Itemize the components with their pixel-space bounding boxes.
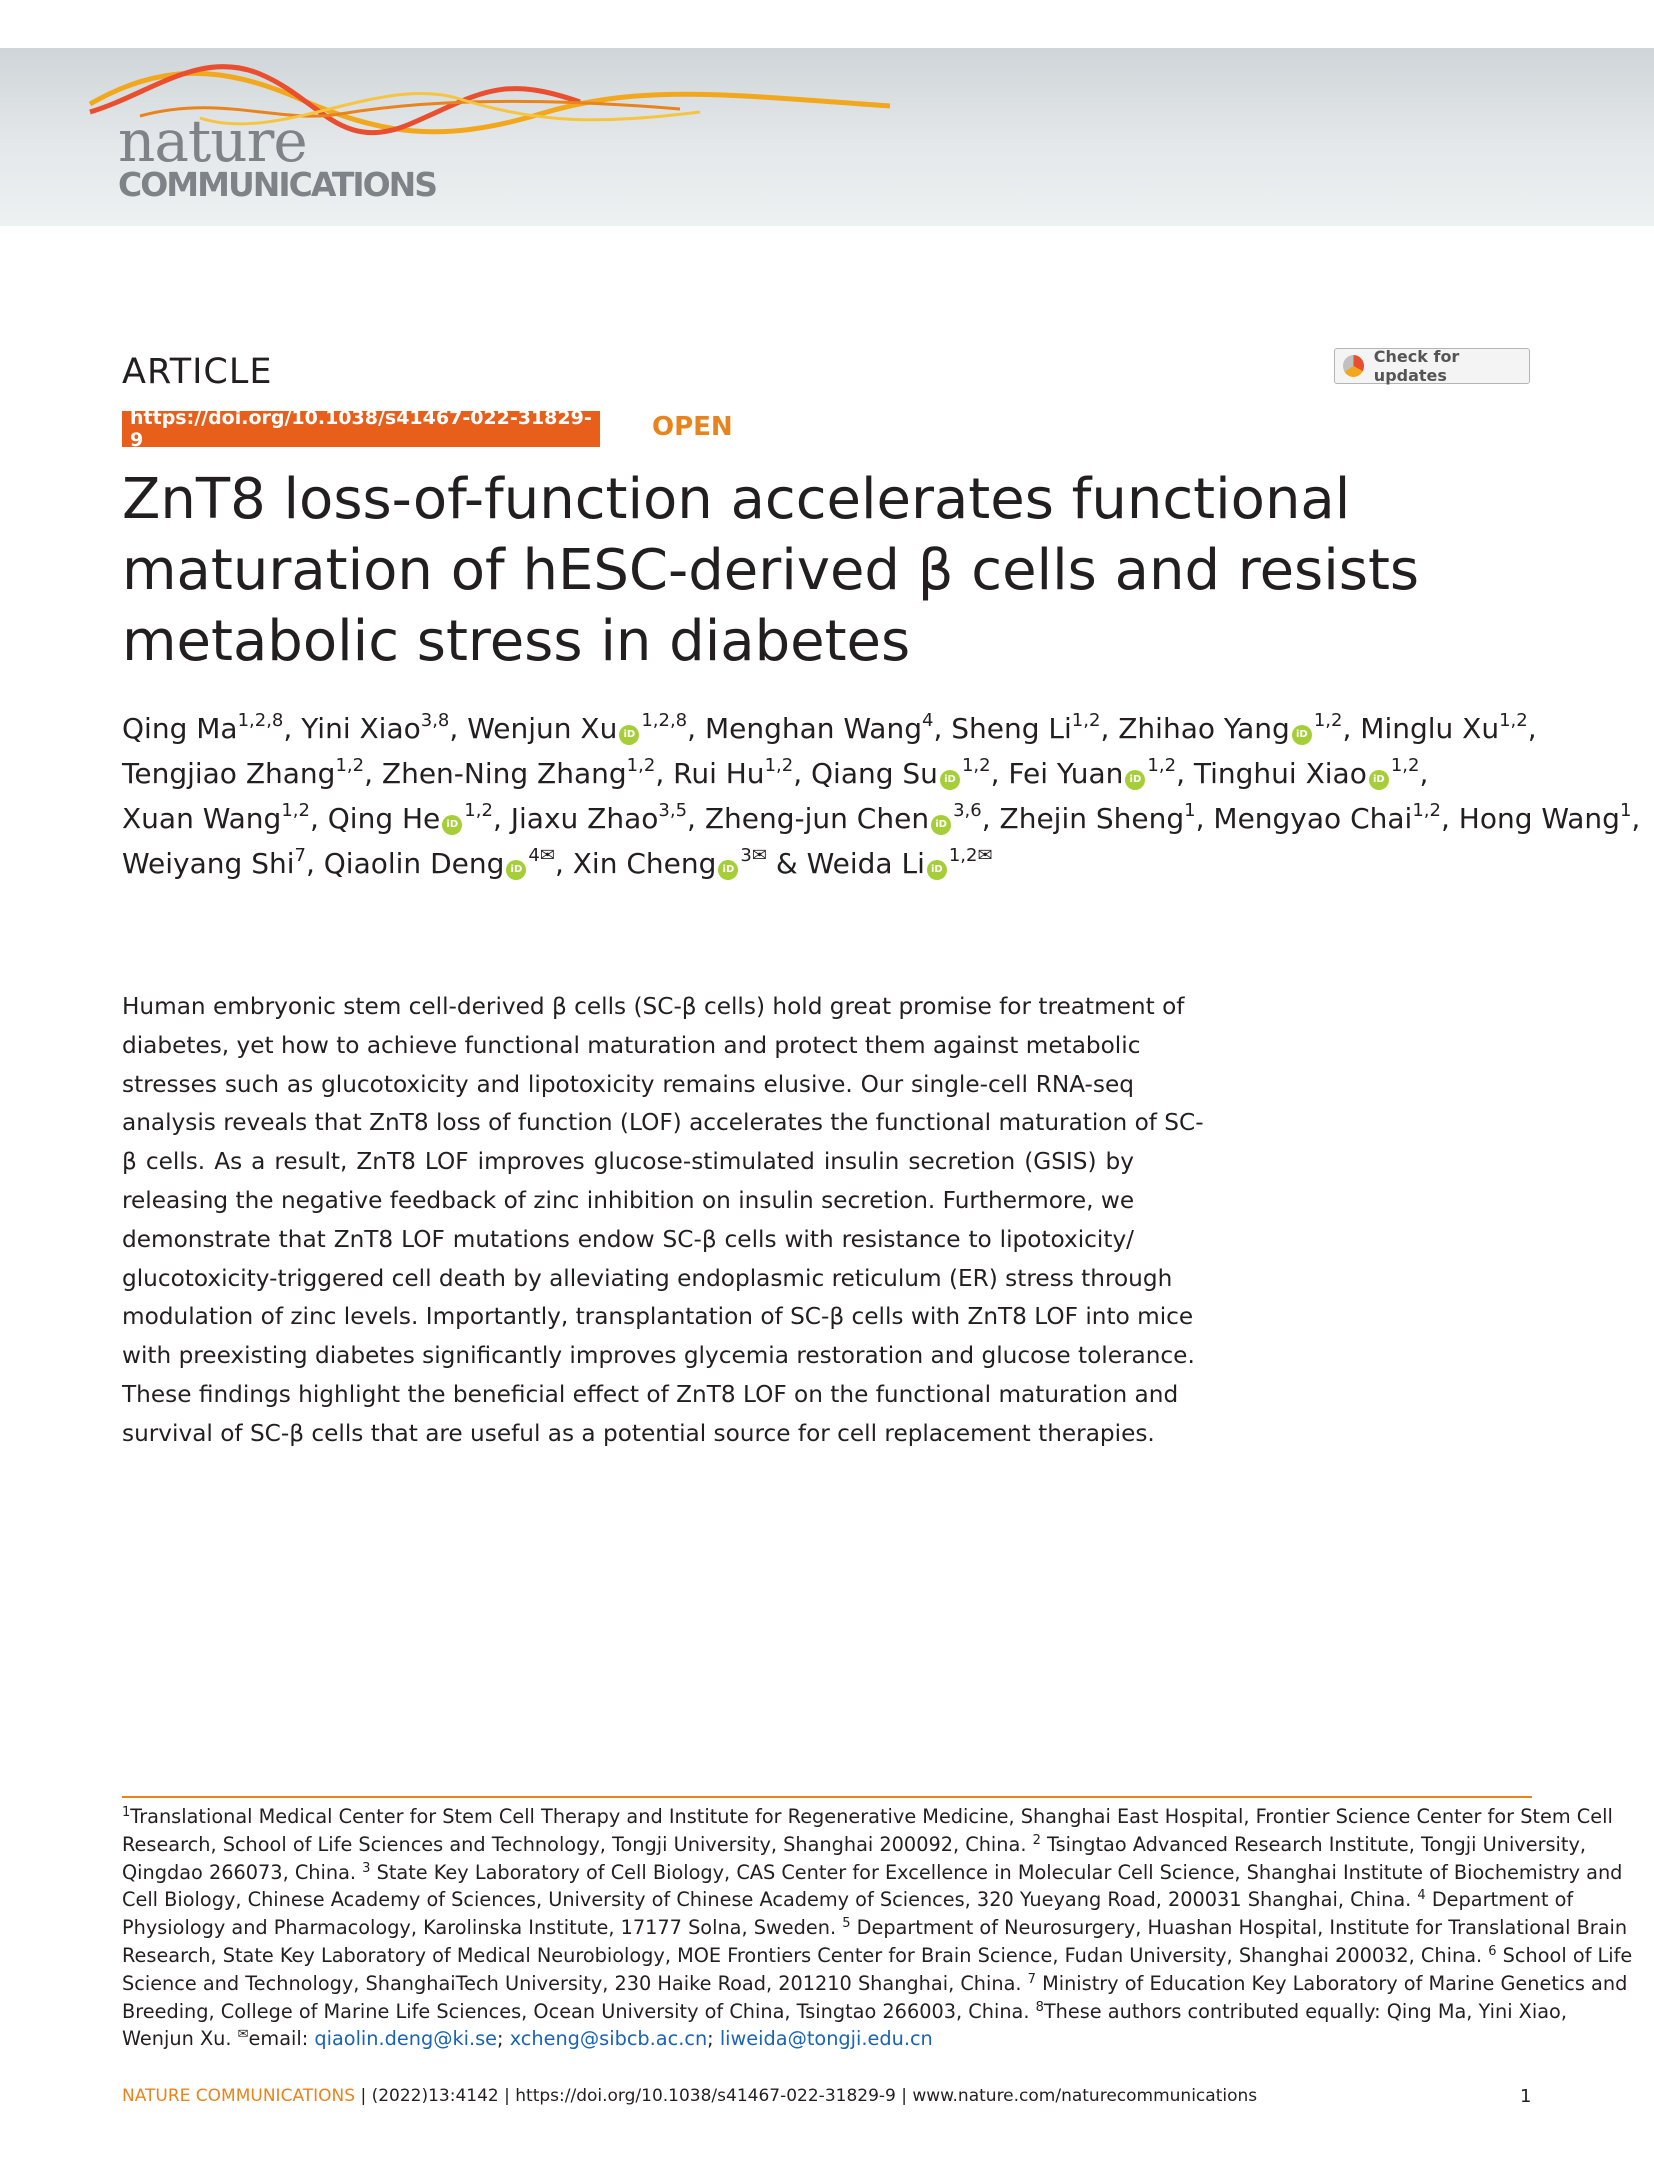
footer-citation: | (2022)13:4142 | https://doi.org/10.1038/s41467-022-31829-9 | www.nature.com/naturecommunications xyxy=(355,2086,1258,2106)
crossmark-icon xyxy=(1343,355,1364,377)
page-footer xyxy=(122,2086,1532,2106)
author-affiliation-marker: 1,2 xyxy=(335,755,365,776)
author-affiliation-marker: 1,2 xyxy=(764,755,794,776)
logo-nature-text: nature xyxy=(118,107,307,175)
affiliation-number: 2 xyxy=(1032,1832,1041,1848)
abstract-line: diabetes, yet how to achieve functional maturation and protect them against metabolic xyxy=(122,1031,1141,1059)
affiliation-line xyxy=(122,1886,1574,1914)
author-name: Jiaxu Zhao xyxy=(510,802,659,835)
journal-masthead xyxy=(0,48,1654,226)
author-name: Mengyao Chai xyxy=(1213,802,1413,835)
author-name: Zhejin Sheng xyxy=(999,802,1185,835)
affiliation-text: Science and Technology, ShanghaiTech University, 230 Haike Road, 201210 Shanghai, China. xyxy=(122,1971,1028,1995)
abstract-line: releasing the negative feedback of zinc inhibition on insulin secretion. Furthermore, we xyxy=(122,1186,1135,1214)
author-name: Rui Hu xyxy=(673,757,765,790)
abstract-line: These findings highlight the beneficial effect of ZnT8 LOF on the functional maturation and xyxy=(122,1380,1179,1408)
logo-communications-text: COMMUNICATIONS xyxy=(118,165,437,204)
author-affiliation-marker: 3,8 xyxy=(420,710,450,731)
author-affiliation-marker: 1,2 xyxy=(1071,710,1101,731)
email-link[interactable]: liweida@tongji.edu.cn xyxy=(719,2027,933,2051)
check-for-updates-button[interactable] xyxy=(1334,348,1530,384)
affiliation-text: email: xyxy=(248,2027,315,2051)
author-name: Zhihao Yang xyxy=(1118,712,1290,745)
orcid-icon[interactable]: iD xyxy=(940,770,960,790)
affiliation-line xyxy=(122,1970,1628,1998)
affiliation-line xyxy=(122,1914,1628,1942)
email-link[interactable]: xcheng@sibcb.ac.cn xyxy=(509,2027,708,2051)
abstract-line: glucotoxicity-triggered cell death by alleviating endoplasmic reticulum (ER) stress through xyxy=(122,1264,1173,1292)
affiliation-text: Tsingtao Advanced Research Institute, Tongji University, xyxy=(1040,1832,1587,1856)
author-affiliation-marker: 1,2✉ xyxy=(948,845,993,866)
author-line: Qing Ma$^{1,2,8}$, Yini Xiao$^{3,8}$, Wenjun Xu iD$^{1,2,8}$, Menghan Wang$^4$, Sheng Li$^{1,2}$, Zhihao Yang iD$^{1,2}$, Minglu Xu$^{1,2}$, xyxy=(122,710,1537,745)
author-name: Tengjiao Zhang xyxy=(122,757,336,790)
author-name: Yini Xiao xyxy=(301,712,421,745)
affiliation-text: Physiology and Pharmacology, Karolinska Institute, 17177 Solna, Sweden. xyxy=(122,1916,843,1940)
orcid-icon[interactable]: iD xyxy=(1125,770,1145,790)
author-name: Weiyang Shi xyxy=(122,847,295,880)
affiliation-text: Wenjun Xu. xyxy=(122,2027,238,2051)
affiliation-number: 3 xyxy=(362,1860,371,1876)
article-type-label: ARTICLE xyxy=(122,352,273,392)
page-number: 1 xyxy=(1520,2086,1532,2107)
article-title xyxy=(122,464,1522,677)
affiliation-number: 8 xyxy=(1035,1999,1044,2015)
affiliation-text: School of Life xyxy=(1496,1943,1633,1967)
abstract-line: modulation of zinc levels. Importantly, transplantation of SC-β cells with ZnT8 LOF into mice xyxy=(122,1303,1194,1331)
author-affiliation-marker: 3,6 xyxy=(953,800,982,821)
author-line: Weiyang Shi$^7$, Qiaolin Deng $iD^{4✉}$, Xin Cheng $iD^{3✉}$ & Weida Li $iD^{1,2✉}$ xyxy=(122,845,993,880)
author-affiliation-marker: 1 xyxy=(1184,800,1196,821)
author-name: Wenjun Xu xyxy=(467,712,618,745)
affiliation-text: These authors contributed equally: Qing Ma, Yini Xiao, xyxy=(1043,1999,1567,2023)
orcid-icon[interactable]: iD xyxy=(1292,725,1312,745)
affiliation-line xyxy=(122,2025,1532,2053)
title-line: ZnT8 loss-of-function accelerates functional xyxy=(122,467,1351,532)
affiliation-number: 6 xyxy=(1488,1943,1497,1959)
author-name: Zheng-jun Chen xyxy=(704,802,930,835)
author-name: Qiaolin Deng xyxy=(323,847,505,880)
affiliation-text: Research, School of Life Sciences and Technology, Tongji University, Shanghai 200092, China. xyxy=(122,1832,1033,1856)
author-affiliation-marker: 7 xyxy=(294,845,306,866)
open-access-badge: OPEN xyxy=(652,412,733,442)
affiliation-line xyxy=(122,1859,1623,1887)
author-affiliation-marker: 3,5 xyxy=(658,800,688,821)
author-name: Weida Li xyxy=(806,847,925,880)
author-name: Xuan Wang xyxy=(122,802,282,835)
orcid-icon[interactable]: iD xyxy=(927,860,947,880)
author-affiliation-marker: 1,2 xyxy=(1313,710,1343,731)
affiliation-line xyxy=(122,1998,1567,2026)
affiliation-number: 5 xyxy=(842,1916,851,1932)
author-name: Qing Ma xyxy=(122,712,238,745)
affiliation-line xyxy=(122,1803,1613,1831)
affiliation-text: Ministry of Education Key Laboratory of Marine Genetics and xyxy=(1035,1971,1628,1995)
affiliations xyxy=(122,1803,1633,2053)
author-name: Fei Yuan xyxy=(1008,757,1124,790)
author-affiliation-marker: 1,2 xyxy=(1499,710,1528,731)
affiliation-text: State Key Laboratory of Cell Biology, CAS Center for Excellence in Molecular Cell Science, Shanghai Institute of Biochemistry and xyxy=(370,1860,1623,1884)
abstract-line: analysis reveals that ZnT8 loss of function (LOF) accelerates the functional maturation of SC- xyxy=(122,1109,1204,1137)
author-affiliation-marker: 3✉ xyxy=(740,845,767,866)
affiliation-line xyxy=(122,1831,1587,1859)
orcid-icon[interactable]: iD xyxy=(1369,770,1389,790)
author-affiliation-marker: 1,2 xyxy=(281,800,310,821)
affiliation-text: Department of xyxy=(1425,1888,1574,1912)
abstract-line: Human embryonic stem cell-derived β cells (SC-β cells) hold great promise for treatment of xyxy=(122,993,1185,1020)
affiliation-text: Translational Medical Center for Stem Cell Therapy and Institute for Regenerative Medicine, Shanghai East Hospital, Frontier Science Center for Stem Cell xyxy=(130,1805,1613,1828)
title-line: maturation of hESC-derived β cells and resists xyxy=(122,538,1420,603)
affiliation-number: 4 xyxy=(1417,1888,1426,1904)
affiliation-text: ; xyxy=(497,2027,510,2051)
affiliation-number: 1 xyxy=(122,1805,131,1820)
abstract-line: stresses such as glucotoxicity and lipotoxicity remains elusive. Our single-cell RNA-seq xyxy=(122,1070,1134,1098)
affiliation-text: Research, State Key Laboratory of Medical Neurobiology, MOE Frontiers Center for Brain Science, Fudan University, Shanghai 200032, China. xyxy=(122,1943,1489,1967)
affiliation-number: 7 xyxy=(1027,1971,1036,1987)
author-name: Xin Cheng xyxy=(572,847,717,880)
author-affiliation-marker: 1,2 xyxy=(464,800,493,821)
affiliation-text: Cell Biology, Chinese Academy of Sciences, University of Chinese Academy of Sciences, 320 Yueyang Road, 200031 Shanghai, China. xyxy=(122,1888,1418,1912)
abstract-line: demonstrate that ZnT8 LOF mutations endow SC-β cells with resistance to lipotoxicity/ xyxy=(122,1225,1134,1253)
author-affiliation-marker: 1,2 xyxy=(1147,755,1177,776)
check-for-updates-label: Check for updates xyxy=(1373,347,1460,385)
author-line: Tengjiao Zhang$^{1,2}$, Zhen-Ning Zhang$^{1,2}$, Rui Hu$^{1,2}$, Qiang Su iD$^{1,2}$, Fei Yuan iD$^{1,2}$, Tinghui Xiao iD$^{1,2}$, xyxy=(122,755,1429,790)
orcid-icon[interactable]: iD xyxy=(931,815,951,835)
author-list xyxy=(122,706,1641,886)
author-name: Qing He xyxy=(327,802,441,835)
abstract-line: with preexisting diabetes significantly improves glycemia restoration and glucose tolerance. xyxy=(122,1342,1195,1370)
abstract-line: survival of SC-β cells that are useful as a potential source for cell replacement therapies. xyxy=(122,1419,1155,1447)
orcid-icon[interactable]: iD xyxy=(619,725,639,745)
author-name: Minglu Xu xyxy=(1360,712,1500,745)
author-affiliation-marker: 1,2 xyxy=(1390,755,1420,776)
author-affiliation-marker: 1,2 xyxy=(961,755,991,776)
author-name: Sheng Li xyxy=(951,712,1072,745)
author-affiliation-marker: 4 xyxy=(921,710,934,731)
orcid-icon[interactable]: iD xyxy=(506,860,526,880)
affiliation-line xyxy=(122,1942,1633,1970)
doi-link[interactable]: https://doi.org/10.1038/s41467-022-31829-9 xyxy=(122,411,600,447)
affiliation-text: Qingdao 266073, China. xyxy=(122,1860,363,1884)
affiliation-number: ✉ xyxy=(237,2027,249,2043)
author-affiliation-marker: 1,2,8 xyxy=(641,710,688,731)
author-name: Qiang Su xyxy=(811,757,938,790)
author-line: Xuan Wang$^{1,2}$, Qing He iD$^{1,2}$, Jiaxu Zhao$^{3,5}$, Zheng-jun Chen iD$^{3,6}$, Zhejin Sheng$^1$, Mengyao Chai$^{1,2}$, Hong Wang$^1$, xyxy=(122,800,1641,835)
affiliation-text: ; xyxy=(707,2027,720,2051)
author-name: Menghan Wang xyxy=(704,712,922,745)
author-name: Tinghui Xiao xyxy=(1193,757,1367,790)
footer-journal-name: NATURE COMMUNICATIONS xyxy=(122,2086,356,2106)
affiliations-divider xyxy=(122,1796,1532,1798)
author-name: Zhen-Ning Zhang xyxy=(381,757,627,790)
author-name: Hong Wang xyxy=(1458,802,1620,835)
email-link[interactable]: qiaolin.deng@ki.se xyxy=(314,2027,498,2051)
author-affiliation-marker: 1,2,8 xyxy=(237,710,284,731)
author-affiliation-marker: 1,2 xyxy=(626,755,656,776)
orcid-icon[interactable]: iD xyxy=(442,815,462,835)
title-line: metabolic stress in diabetes xyxy=(122,609,911,674)
author-affiliation-marker: 4✉ xyxy=(528,845,555,866)
author-affiliation-marker: 1 xyxy=(1619,800,1632,821)
abstract-line: β cells. As a result, ZnT8 LOF improves glucose-stimulated insulin secretion (GSIS) by xyxy=(122,1148,1134,1176)
affiliation-text: Breeding, College of Marine Life Sciences, Ocean University of China, Tsingtao 266003, China. xyxy=(122,1999,1036,2023)
author-affiliation-marker: 1,2 xyxy=(1412,800,1441,821)
affiliation-text: Department of Neurosurgery, Huashan Hospital, Institute for Translational Brain xyxy=(850,1916,1628,1940)
orcid-icon[interactable]: iD xyxy=(718,860,738,880)
abstract xyxy=(122,988,1204,1454)
